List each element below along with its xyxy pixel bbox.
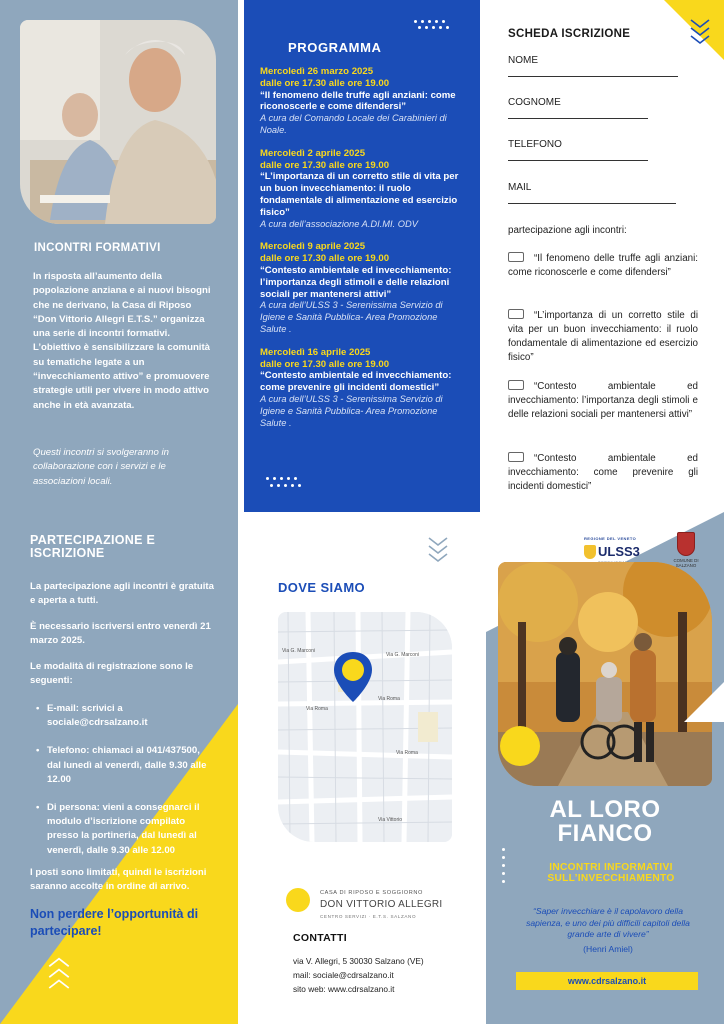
cover-title <box>486 798 724 846</box>
event-title: “Il fenomeno delle truffe agli anziani: come riconoscerle e come difendersi” <box>260 89 456 113</box>
partecipazione-title: PARTECIPAZIONE E ISCRIZIONE <box>30 533 156 560</box>
event-organizer: A cura dell’ULSS 3 - Serenissima Servizio di Igiene e Sanità Pubblica- Area Promozione Salute . <box>260 300 443 334</box>
location-map[interactable] <box>278 612 452 842</box>
event-item <box>260 148 466 231</box>
event-organizer: A cura dell’ULSS 3 - Serenissima Servizio di Igiene e Sanità Pubblica- Area Promozione Salute . <box>260 393 443 428</box>
checkbox[interactable] <box>508 309 524 319</box>
decorative-dots <box>502 848 505 883</box>
event-item <box>260 347 466 430</box>
partecipazione-cta: Non perdere l’opportunità di partecipare! <box>30 907 199 938</box>
contatti-title: CONTATTI <box>293 932 347 944</box>
option-item[interactable] <box>508 309 698 365</box>
event-date: Mercoledì 16 aprile 2025 <box>260 346 371 358</box>
option-label: “L’importanza di un corretto stile di vita per un buon invecchiamento: il ruolo fondamentale di alimentazione ed esercizio fisico” <box>508 310 698 363</box>
decorative-dots <box>266 477 297 480</box>
registration-methods <box>36 702 216 872</box>
cognome-field[interactable] <box>508 97 648 119</box>
street-label: Via Roma <box>306 706 328 712</box>
contatti-address: via V. Allegri, 5 30030 Salzano (VE) <box>293 956 424 966</box>
logo-top-text: CASA DI RIPOSO E SOGGIORNO <box>320 890 423 896</box>
telefono-line[interactable] <box>508 160 648 161</box>
cover-subtitle-line1: INCONTRI INFORMATIVI <box>549 862 673 873</box>
panel-cover <box>486 512 724 1024</box>
incontri-formativi-note: Questi incontri si svolgeranno in collaborazione con i servizi e le associazioni locali. <box>33 447 169 487</box>
option-label: “Il fenomeno delle truffe agli anziani: come riconoscerle e come difendersi” <box>508 253 698 278</box>
mail-line[interactable] <box>508 203 676 204</box>
nome-field[interactable] <box>508 55 678 77</box>
event-list <box>260 66 466 440</box>
event-time: dalle ore 17.30 alle ore 19.00 <box>260 358 390 370</box>
event-date: Mercoledì 26 marzo 2025 <box>260 66 374 77</box>
logo-name: DON VITTORIO ALLEGRI <box>320 899 443 910</box>
dove-siamo-title: DOVE SIAMO <box>278 580 366 595</box>
don-vittorio-allegri-logo <box>286 888 446 928</box>
decorative-dots <box>414 20 445 23</box>
partecipazione-p4: I posti sono limitati, quindi le iscrizioni saranno accolte in ordine di arrivo. <box>30 867 207 893</box>
event-title: “L’importanza di un corretto stile di vita per un buon invecchiamento: il ruolo fondamentale di alimentazione ed esercizio fisico” <box>260 171 459 218</box>
event-date: Mercoledì 9 aprile 2025 <box>260 241 366 253</box>
ulss-shield-icon <box>584 545 596 559</box>
partecipazione-p1: La partecipazione agli incontri è gratuita e aperta a tutti. <box>30 581 214 607</box>
chevron-down-icon <box>426 534 450 564</box>
panel-dove-siamo <box>238 512 486 1024</box>
contatti-mail[interactable]: mail: sociale@cdrsalzano.it <box>293 970 394 980</box>
cognome-label: COGNOME <box>508 97 561 108</box>
event-item <box>260 66 466 137</box>
event-title: “Contesto ambientale ed invecchiamento: come prevenire gli incidenti domestici” <box>260 370 452 394</box>
panel-partecipazione <box>0 512 238 1024</box>
cover-url-link[interactable]: www.cdrsalzano.it <box>516 972 698 990</box>
event-item <box>260 241 466 335</box>
list-item: • E-mail: scrivici a sociale@cdrsalzano.it <box>36 702 216 730</box>
option-item[interactable] <box>508 380 698 422</box>
cover-subtitle <box>506 862 716 884</box>
street-label: Via Vittorio <box>378 817 402 823</box>
elderly-class-photo <box>20 20 216 224</box>
crest-icon <box>677 532 695 556</box>
logo-mark <box>286 888 310 912</box>
incontri-formativi-body: In risposta all’aumento della popolazione anziana e ai nuovi bisogni che ne derivano, la Casa di Riposo “Don Vittorio Allegri E.T.S.” organizza una serie di incontri formativi. L’obiettivo è sensibilizzare la comunità su tematiche legate a un “invecchiamento attivo” e promuovere strategie utili per vivere in modo attivo anche in età avanzata. <box>33 271 211 411</box>
cognome-line[interactable] <box>508 118 648 119</box>
participation-label: partecipazione agli incontri: <box>508 225 627 236</box>
telefono-field[interactable] <box>508 139 648 161</box>
event-date: Mercoledì 2 aprile 2025 <box>260 147 366 159</box>
cover-title-line2: FIANCO <box>557 820 653 847</box>
street-label: Via G. Marconi <box>282 648 315 654</box>
decorative-dots <box>418 26 449 29</box>
telefono-label: TELEFONO <box>508 139 562 150</box>
event-time: dalle ore 17.30 alle ore 19.00 <box>260 77 390 89</box>
region-label: REGIONE DEL VENETO <box>584 536 637 541</box>
option-label: “Contesto ambientale ed invecchiamento: l’importanza degli stimoli e delle relazioni sociali per mantenersi attivi” <box>508 381 698 420</box>
partecipazione-p3: Le modalità di registrazione sono le seguenti: <box>30 661 194 687</box>
scheda-title: SCHEDA ISCRIZIONE <box>508 28 631 40</box>
chevron-up-icon <box>46 952 72 998</box>
mail-field[interactable] <box>508 182 676 204</box>
street-label: Via Roma <box>396 750 418 756</box>
comune-label: COMUNE DI SALZANO <box>673 558 699 568</box>
street-label: Via G. Marconi <box>386 652 419 658</box>
panel-programma <box>244 0 480 512</box>
option-item[interactable] <box>508 252 698 280</box>
decorative-dots <box>270 484 301 487</box>
ulss-name: ULSS3 <box>598 544 640 559</box>
brand-badge-icon <box>500 726 540 766</box>
mail-label: MAIL <box>508 182 532 193</box>
logo-sub-text: CENTRO SERVIZI · E.T.S. SALZANO <box>320 914 417 919</box>
panel-scheda-iscrizione <box>480 0 724 512</box>
event-title: “Contesto ambientale ed invecchiamento: l’importanza degli stimoli e delle relazioni sociali per mantenersi attivi” <box>260 264 452 300</box>
event-organizer: A cura del Comando Locale dei Carabinieri di Noale. <box>260 113 447 135</box>
cover-quote-author: (Henri Amiel) <box>583 944 633 954</box>
list-item: • Telefono: chiamaci al 041/437500, dal lunedì al venerdì, dalle 9.30 alle 12.00 <box>36 744 216 787</box>
cover-title-line1: AL LORO <box>549 796 661 823</box>
contatti-web[interactable]: sito web: www.cdrsalzano.it <box>293 984 395 994</box>
panel-incontri-formativi <box>0 0 238 512</box>
nome-line[interactable] <box>508 76 678 77</box>
event-time: dalle ore 17.30 alle ore 19.00 <box>260 253 390 265</box>
nome-label: NOME <box>508 55 538 66</box>
incontri-formativi-title: INCONTRI FORMATIVI <box>34 242 161 254</box>
list-item: • Di persona: vieni a consegnarci il modulo d’iscrizione compilato presso la portineria, dal lunedì al venerdì, dalle 9.30 alle 12.00 <box>36 801 216 858</box>
programma-title: PROGRAMMA <box>288 40 382 55</box>
partecipazione-p2: È necessario iscriversi entro venerdì 21 marzo 2025. <box>30 621 211 647</box>
event-time: dalle ore 17.30 alle ore 19.00 <box>260 159 390 171</box>
option-item[interactable] <box>508 452 698 494</box>
white-stripe <box>684 682 724 722</box>
cover-subtitle-line2: SULL’INVECCHIAMENTO <box>547 873 675 884</box>
checkbox[interactable] <box>508 380 524 390</box>
street-label: Via Roma <box>378 696 400 702</box>
option-label: “Contesto ambientale ed invecchiamento: come prevenire gli incidenti domestici” <box>508 453 698 492</box>
checkbox[interactable] <box>508 452 524 462</box>
cover-quote: “Saper invecchiare è il capolavoro della sapienza, e uno dei più difficili capitoli della grande arte di vivere” <box>526 906 690 940</box>
checkbox[interactable] <box>508 252 524 262</box>
chevron-down-icon <box>688 16 712 46</box>
event-organizer: A cura dell’associazione A.DI.MI. ODV <box>260 218 418 229</box>
